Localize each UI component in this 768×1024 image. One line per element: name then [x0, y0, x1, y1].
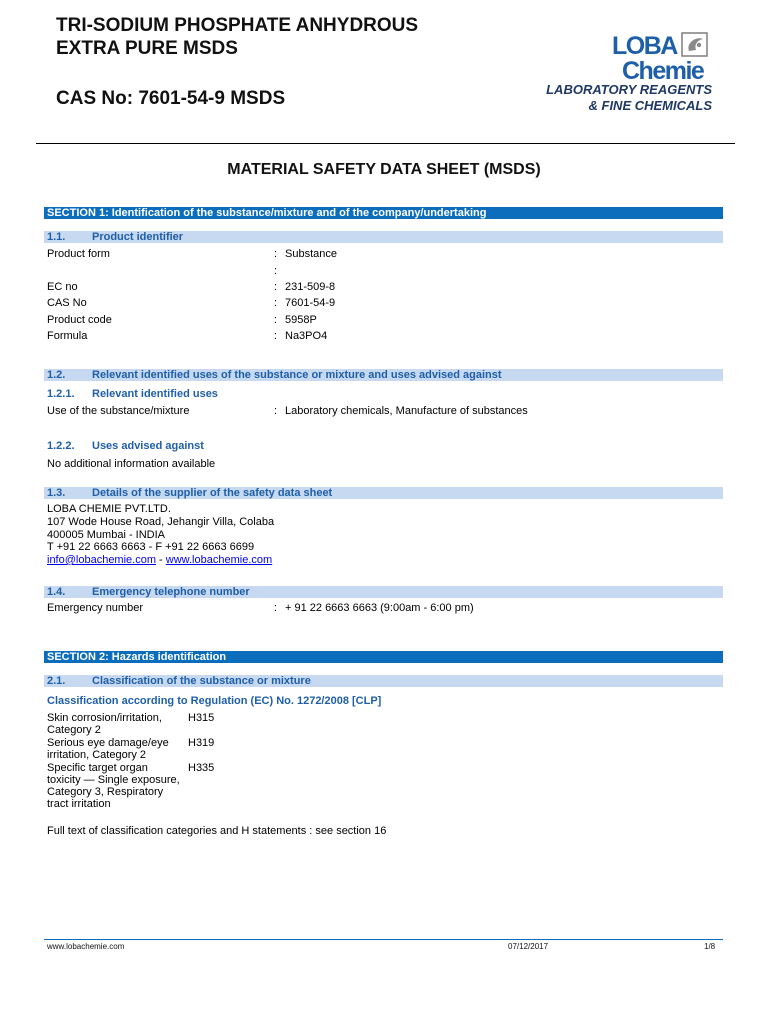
full-text-reference: Full text of classification categories and H statements : see section 16 — [47, 825, 387, 837]
field-colon: : — [274, 265, 278, 277]
email-link[interactable]: info@lobachemie.com — [47, 554, 156, 566]
subsection-label: Details of the supplier of the safety data sheet — [92, 487, 333, 499]
tagline-line2: & FINE CHEMICALS — [588, 98, 712, 113]
hazard-category: Skin corrosion/irritation, Category 2 — [47, 712, 162, 736]
field-label: Product form — [47, 248, 110, 260]
document-title: MATERIAL SAFETY DATA SHEET (MSDS) — [227, 161, 541, 178]
subsection-number: 1.2.1. — [47, 388, 75, 400]
field-row-cas-no — [47, 296, 723, 312]
hazard-code: H335 — [188, 762, 215, 774]
field-row-formula — [47, 329, 723, 345]
hazard-category: Serious eye damage/eye irritation, Category 2 — [47, 737, 169, 761]
uses-advised-against-text: No additional information available — [47, 458, 216, 470]
product-title — [56, 14, 418, 60]
field-colon: : — [274, 281, 278, 293]
supplier-address-line1: 107 Wode House Road, Jehangir Villa, Colaba — [47, 516, 275, 528]
hazard-code: H315 — [188, 712, 215, 724]
subsection-label: Emergency telephone number — [92, 586, 250, 598]
subsection-number: 2.1. — [47, 675, 66, 687]
footer-divider — [44, 939, 723, 940]
supplier-address-line2: 400005 Mumbai - INDIA — [47, 529, 165, 541]
loba-chemie-logo — [540, 26, 720, 116]
hazard-category: Specific target organ toxicity — Single exposure, Category 3, Respiratory tract irritation — [47, 762, 180, 810]
subsection-2-1-bar — [44, 675, 723, 687]
field-row-use — [47, 404, 723, 420]
brand-tagline — [546, 82, 712, 114]
loba-chemie-wordmark — [610, 30, 710, 82]
field-value: Substance — [285, 248, 337, 260]
field-value: 231-509-8 — [285, 281, 336, 293]
subsection-label: Relevant identified uses — [92, 388, 218, 400]
logo-text-top: LOBA — [612, 32, 677, 60]
field-row-product-code — [47, 313, 723, 329]
subsection-1-4-bar — [44, 586, 723, 598]
field-colon: : — [274, 602, 278, 614]
hazard-code: H319 — [188, 737, 215, 749]
supplier-phone: T +91 22 6663 6663 - F +91 22 6663 6699 — [47, 541, 255, 553]
subsection-label: Classification of the substance or mixture — [92, 675, 311, 687]
field-label: Emergency number — [47, 602, 143, 614]
field-label: Product code — [47, 314, 112, 326]
footer-website: www.lobachemie.com — [47, 942, 125, 951]
subsection-number: 1.2. — [47, 369, 66, 381]
field-value: 7601-54-9 — [285, 297, 336, 309]
field-row-emergency — [47, 601, 723, 617]
field-colon: : — [274, 248, 278, 260]
supplier-contact-links — [47, 554, 272, 566]
subsection-number: 1.2.2. — [47, 440, 75, 452]
subsection-label: Product identifier — [92, 231, 184, 243]
subsection-label: Uses advised against — [92, 440, 204, 452]
field-label: EC no — [47, 281, 78, 293]
field-colon: : — [274, 314, 278, 326]
product-title-line2: EXTRA PURE MSDS — [56, 38, 238, 59]
subsection-label: Relevant identified uses of the substance or mixture and uses advised against — [92, 369, 502, 381]
field-row-blank — [47, 264, 723, 280]
field-value: 5958P — [285, 314, 317, 326]
subsection-number: 1.1. — [47, 231, 66, 243]
field-colon: : — [274, 330, 278, 342]
link-separator: - — [156, 554, 166, 566]
subsection-number: 1.3. — [47, 487, 66, 499]
field-value: + 91 22 6663 6663 (9:00am - 6:00 pm) — [285, 602, 474, 614]
website-link[interactable]: www.lobachemie.com — [165, 554, 273, 566]
supplier-company: LOBA CHEMIE PVT.LTD. — [47, 503, 171, 515]
field-colon: : — [274, 405, 278, 417]
field-value: Laboratory chemicals, Manufacture of substances — [285, 405, 528, 417]
field-label: Formula — [47, 330, 88, 342]
field-label: Use of the substance/mixture — [47, 405, 190, 417]
section-2-bar: SECTION 2: Hazards identification — [44, 651, 723, 663]
field-label: CAS No — [47, 297, 87, 309]
field-row-ec-no — [47, 280, 723, 296]
field-row-product-form — [47, 247, 723, 263]
header-divider — [36, 143, 735, 144]
subsection-number: 1.4. — [47, 586, 66, 598]
field-colon: : — [274, 297, 278, 309]
subsection-1-2-bar — [44, 369, 723, 381]
subsection-1-1-bar — [44, 231, 723, 243]
subsection-1-3-bar — [44, 487, 723, 499]
flask-icon — [682, 33, 707, 56]
field-value: Na3PO4 — [285, 330, 328, 342]
tagline-line1: LABORATORY REAGENTS — [546, 82, 712, 97]
footer-date: 07/12/2017 — [508, 942, 549, 951]
footer-page-number: 1/8 — [704, 942, 716, 951]
cas-heading: CAS No: 7601-54-9 MSDS — [56, 88, 286, 109]
product-title-line1: TRI-SODIUM PHOSPHATE ANHYDROUS — [56, 15, 419, 36]
logo-text-bottom: Chemie — [622, 57, 704, 82]
section-1-bar: SECTION 1: Identification of the substance/mixture and of the company/undertaking — [44, 207, 723, 219]
clp-classification-heading: Classification according to Regulation (EC) No. 1272/2008 [CLP] — [47, 695, 382, 707]
